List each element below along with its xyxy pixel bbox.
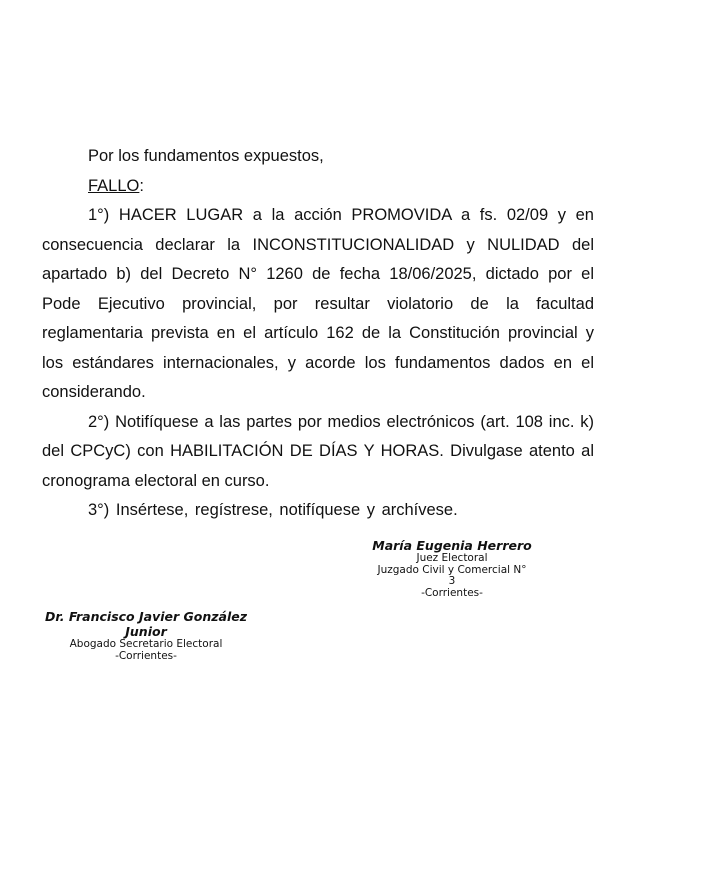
judge-court-line-2: 3	[448, 575, 456, 587]
p1-line-3: apartado b) del Decreto N° 1260 de fecha 18/06/2025, dictado por el	[42, 265, 594, 283]
judge-name: María Eugenia Herrero	[372, 538, 532, 553]
p1-line-1: 1°) HACER LUGAR a la acción PROMOVIDA a fs. 02/09 y en	[88, 206, 594, 224]
judge-title: Juez Electoral	[416, 552, 488, 564]
secretary-location: -Corrientes-	[115, 649, 177, 662]
fallo-heading	[42, 172, 594, 202]
p2-line-2: del CPCyC) con HABILITACIÓN DE DÍAS Y HORAS. Divulgase atento al	[42, 442, 594, 460]
p2-line-1: 2°) Notifíquese a las partes por medios electrónicos (art. 108 inc. k)	[88, 412, 594, 431]
judge-location: -Corrientes-	[421, 586, 483, 599]
p1-line-7: considerando.	[42, 383, 146, 401]
secretary-signature	[30, 609, 262, 662]
p2-line-3: cronograma electoral en curso.	[42, 471, 270, 490]
p1-line-4: Pode Ejecutivo provincial, por resultar violatorio de la facultad	[42, 294, 594, 313]
p1-line-2: consecuencia declarar la INCONSTITUCIONALIDAD y NULIDAD del	[42, 235, 594, 254]
p1-line-6: los estándares internacionales, y acorde los fundamentos dados en el	[42, 353, 594, 372]
p1-line-5: reglamentaria prevista en el artículo 162 de la Constitución provincial y	[42, 324, 594, 342]
fallo-heading-label: FALLO	[88, 176, 140, 195]
intro-text: Por los fundamentos expuestos,	[88, 147, 324, 165]
judge-court-line-1: Juzgado Civil y Comercial N°	[377, 563, 527, 576]
secretary-title: Abogado Secretario Electoral	[69, 638, 223, 650]
secretary-name-line-1: Dr. Francisco Javier González	[44, 609, 247, 624]
secretary-name-line-2: Junior	[125, 624, 167, 639]
fallo-colon: :	[139, 176, 144, 195]
p3-text: 3°) Insértese, regístrese, notifíquese y archívese.	[88, 501, 458, 519]
judge-signature	[352, 538, 552, 599]
resolution-body	[42, 142, 594, 526]
